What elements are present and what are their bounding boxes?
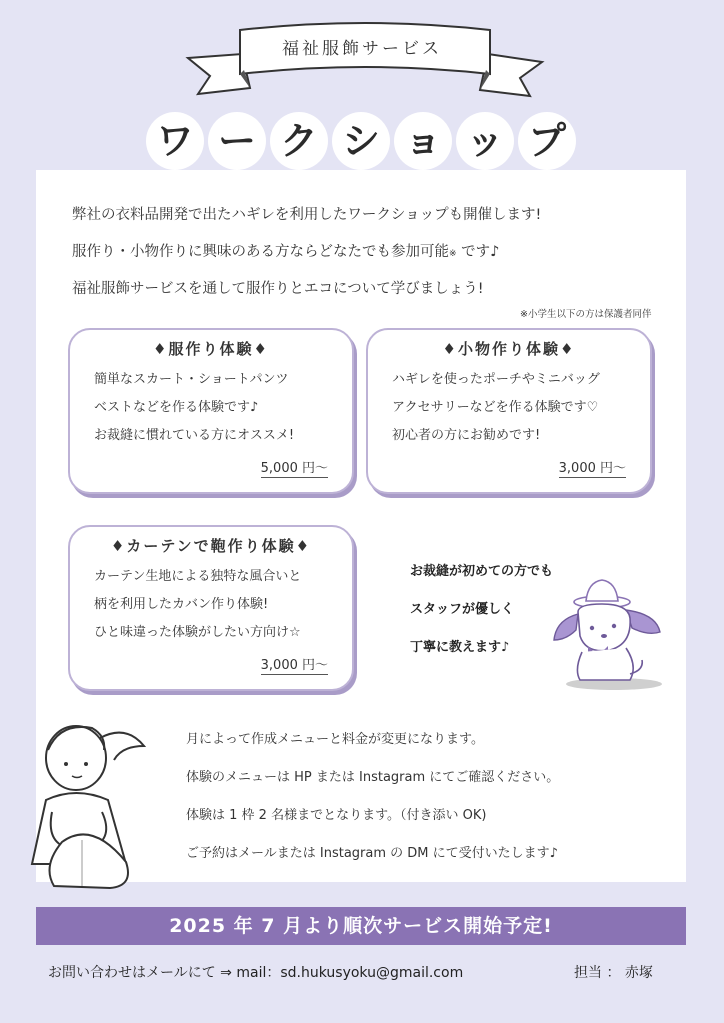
note-marker: ※	[449, 249, 457, 259]
contact-person: 担当 ： 赤塚	[574, 965, 653, 981]
card-line: 柄を利用したカバン作り体験!	[94, 597, 269, 612]
dog-mascot-illustration	[552, 574, 672, 692]
girl-sewing-illustration	[22, 716, 152, 894]
intro-line: 弊社の衣料品開発で出たハギレを利用したワークショップも開催します!	[72, 207, 542, 223]
card-price: 3,000 円～	[559, 457, 626, 478]
card-line: 簡単なスカート・ショートパンツ	[94, 372, 289, 387]
card-title: ♦服作り体験♦	[153, 340, 269, 358]
title-char: プ	[518, 112, 576, 170]
card-line: ひと味違った体験がしたい方向け☆	[94, 625, 301, 640]
card-curtain-bag-workshop	[68, 525, 354, 691]
card-line: アクセサリーなどを作る体験です♡	[392, 400, 599, 415]
title-char: ワ	[146, 112, 204, 170]
ribbon-banner	[180, 18, 550, 108]
service-start-banner: 2025 年 7 月より順次サービス開始予定!	[36, 907, 686, 945]
card-line: カーテン生地による独特な風合いと	[94, 569, 302, 584]
card-price: 5,000 円～	[261, 457, 328, 478]
title-char: ク	[270, 112, 328, 170]
card-line: ベストなどを作る体験です♪	[94, 400, 259, 415]
title-char: ョ	[394, 112, 452, 170]
intro-line	[72, 240, 499, 261]
intro-text: です♪	[461, 244, 500, 260]
title-char: ー	[208, 112, 266, 170]
staff-message-line: 丁寧に教えます♪	[410, 640, 510, 655]
info-line: 月によって作成メニューと料金が変更になります。	[186, 732, 484, 747]
intro-line: 福祉服飾サービスを通して服作りとエコについて学びましょう!	[72, 281, 484, 297]
card-accessory-workshop	[366, 328, 652, 494]
card-title: ♦カーテンで鞄作り体験♦	[110, 537, 312, 555]
card-title: ♦小物作り体験♦	[442, 340, 576, 358]
intro-text: 服作り・小物作りに興味のある方ならどなたでも参加可能	[72, 244, 449, 260]
card-line: お裁縫に慣れている方にオススメ!	[94, 428, 295, 443]
info-line: 体験は 1 枠 2 名様までとなります。（付き添い OK)	[186, 808, 487, 823]
title-char: ッ	[456, 112, 514, 170]
guardian-note: ※小学生以下の方は保護者同伴	[520, 309, 652, 320]
info-line: 体験のメニューは HP または Instagram にてご確認ください。	[186, 770, 560, 785]
contact-email: お問い合わせはメールにて ⇒ mail：sd.hukusyoku@gmail.com	[48, 965, 464, 981]
ribbon-title: 福祉服飾サービス	[282, 39, 442, 59]
title-char: シ	[332, 112, 390, 170]
staff-message-line: スタッフが優しく	[410, 602, 515, 617]
card-clothes-workshop	[68, 328, 354, 494]
card-line: ハギレを使ったポーチやミニバッグ	[392, 372, 600, 387]
card-price: 3,000 円～	[261, 654, 328, 675]
workshop-title	[146, 112, 582, 172]
staff-message-line: お裁縫が初めての方でも	[410, 564, 554, 579]
info-line: ご予約はメールまたは Instagram の DM にて受付いたします♪	[186, 846, 558, 861]
card-line: 初心者の方にお勧めです!	[392, 428, 541, 443]
